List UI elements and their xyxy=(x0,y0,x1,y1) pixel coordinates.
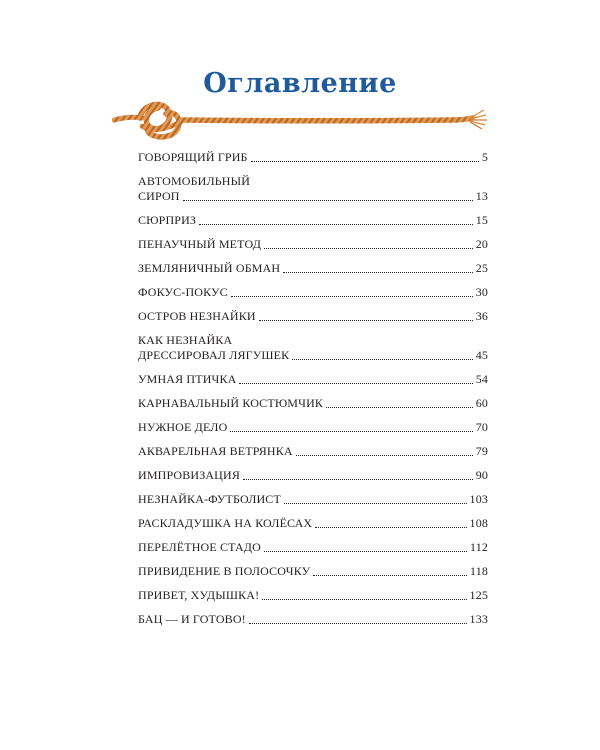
rope-knot-ornament xyxy=(112,98,490,142)
page-number: 118 xyxy=(469,564,488,578)
dot-leader xyxy=(183,199,473,201)
page-number: 30 xyxy=(475,285,488,299)
chapter-title: КАК НЕЗНАЙКА xyxy=(138,333,233,347)
dot-leader xyxy=(264,247,473,249)
page-number: 20 xyxy=(475,237,488,251)
toc-entry[interactable] xyxy=(138,612,488,627)
chapter-title: ОСТРОВ НЕЗНАЙКИ xyxy=(138,309,256,323)
page-number: 112 xyxy=(469,540,488,554)
page-number: 70 xyxy=(475,420,488,434)
chapter-title: АВТОМОБИЛЬНЫЙ xyxy=(138,174,251,188)
chapter-title: АКВАРЕЛЬНАЯ ВЕТРЯНКА xyxy=(138,444,293,458)
table-of-contents xyxy=(138,150,488,627)
toc-entry[interactable] xyxy=(138,261,488,276)
page-number: 103 xyxy=(469,492,488,506)
page-number: 125 xyxy=(469,588,488,602)
toc-entry[interactable] xyxy=(138,309,488,324)
page-number: 133 xyxy=(469,612,488,626)
page-number: 79 xyxy=(475,444,488,458)
toc-entry[interactable] xyxy=(138,564,488,579)
toc-entry[interactable] xyxy=(138,285,488,300)
toc-entry[interactable] xyxy=(138,396,488,411)
toc-entry[interactable] xyxy=(138,540,488,555)
page-number: 60 xyxy=(475,396,488,410)
toc-entry[interactable] xyxy=(138,150,488,165)
toc-entry[interactable] xyxy=(138,444,488,459)
page-number: 5 xyxy=(481,150,488,164)
dot-leader xyxy=(315,526,466,528)
toc-entry[interactable] xyxy=(138,372,488,387)
toc-entry[interactable] xyxy=(138,333,488,363)
dot-leader xyxy=(249,622,467,624)
chapter-title: ДРЕССИРОВАЛ ЛЯГУШЕК xyxy=(138,348,290,362)
chapter-title: КАРНАВАЛЬНЫЙ КОСТЮМЧИК xyxy=(138,396,324,410)
toc-entry[interactable] xyxy=(138,420,488,435)
chapter-title: УМНАЯ ПТИЧКА xyxy=(138,372,237,386)
toc-entry[interactable] xyxy=(138,213,488,228)
chapter-title: НУЖНОЕ ДЕЛО xyxy=(138,420,228,434)
page-number: 108 xyxy=(469,516,488,530)
dot-leader xyxy=(239,382,472,384)
chapter-title: СЮРПРИЗ xyxy=(138,213,197,227)
dot-leader xyxy=(231,295,473,297)
dot-leader xyxy=(259,319,473,321)
dot-leader xyxy=(251,160,479,162)
dot-leader xyxy=(292,358,472,360)
page-number: 45 xyxy=(475,348,488,362)
dot-leader xyxy=(284,502,467,504)
toc-entry[interactable] xyxy=(138,516,488,531)
dot-leader xyxy=(262,598,466,600)
dot-leader xyxy=(296,454,473,456)
page-number: 90 xyxy=(475,468,488,482)
chapter-title: ФОКУС-ПОКУС xyxy=(138,285,228,299)
chapter-title: РАСКЛАДУШКА НА КОЛЁСАХ xyxy=(138,516,313,530)
dot-leader xyxy=(230,430,472,432)
page-number: 54 xyxy=(475,372,488,386)
chapter-title: НЕЗНАЙКА-ФУТБОЛИСТ xyxy=(138,492,281,506)
chapter-title: ПЕРЕЛЁТНОЕ СТАДО xyxy=(138,540,261,554)
chapter-title: ПРИВЕТ, ХУДЫШКА! xyxy=(138,588,260,602)
toc-entry[interactable] xyxy=(138,492,488,507)
dot-leader xyxy=(243,478,473,480)
page-number: 13 xyxy=(475,189,488,203)
page-number: 25 xyxy=(475,261,488,275)
dot-leader xyxy=(283,271,472,273)
toc-entry[interactable] xyxy=(138,174,488,204)
chapter-title: ЗЕМЛЯНИЧНЫЙ ОБМАН xyxy=(138,261,281,275)
page-title: Оглавление xyxy=(203,68,397,99)
page-number: 36 xyxy=(475,309,488,323)
dot-leader xyxy=(264,550,467,552)
toc-entry[interactable] xyxy=(138,588,488,603)
chapter-title: ПЕНАУЧНЫЙ МЕТОД xyxy=(138,237,262,251)
chapter-title: ПРИВИДЕНИЕ В ПОЛОСОЧКУ xyxy=(138,564,311,578)
dot-leader xyxy=(313,574,467,576)
page-number: 15 xyxy=(475,213,488,227)
toc-entry[interactable] xyxy=(138,237,488,252)
chapter-title: СИРОП xyxy=(138,189,180,203)
toc-entry[interactable] xyxy=(138,468,488,483)
chapter-title: ИМПРОВИЗАЦИЯ xyxy=(138,468,240,482)
chapter-title: БАЦ — И ГОТОВО! xyxy=(138,612,246,626)
dot-leader xyxy=(199,223,473,225)
chapter-title: ГОВОРЯЩИЙ ГРИБ xyxy=(138,150,248,164)
dot-leader xyxy=(326,406,473,408)
